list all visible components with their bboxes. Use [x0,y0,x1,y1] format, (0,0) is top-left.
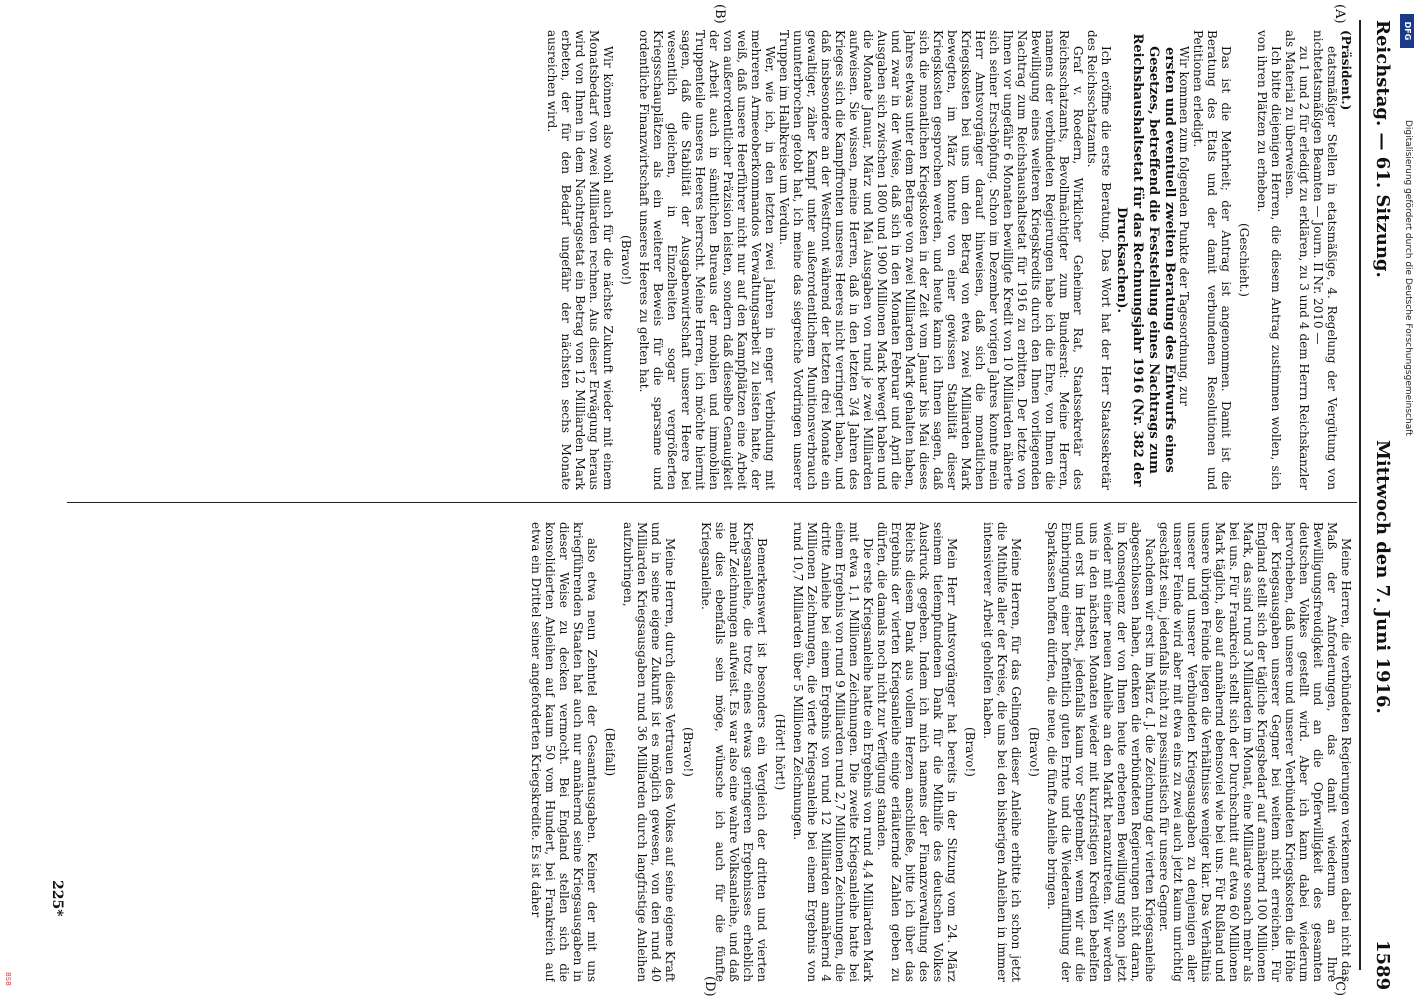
paragraph: Meine Herren, für das Gelingen dieser Anleihe erbitte ich schon jetzt die Mithilfe aller der Kreise, die uns bei den bisherigen Anleihen in immer intensiverer Arbeit geholfen haben. [981,522,1023,982]
interjection: (Geschieht.) [1237,223,1251,297]
interjection: (Hört! hört!) [773,713,787,791]
paragraph: Nachdem wir erst im März d. J. die Zeichnung der vierten Kriegsanleihe abgeschlossen haben, denken die verbündeten Regierungen nicht daran, in Konsequenz der von Ihnen heute erbetenen Bewilligung schon jetzt wieder mit einer neuen Anleihe an den Markt heranzutreten. Wir werden uns in den nächsten Monaten wieder mit kurzfristigen Krediten behelfen und erst im Herbst, jedenfalls kaum vor September, wenn wir auf die Einbringung einer hoffentlich guten Ernte und die Wiederauffüllung der Sparkassen hoffen dürfen, die neue, die fünfte Anleihe bringen. [1045,522,1157,982]
paragraph: Wir können also wohl auch für die nächste Zukunft wieder mit einem Monatsbedarf von zwei Milliarden rechnen. Aus dieser Erwägung heraus wird von Ihnen in dem Nachtragsetat ein Betrag von 12 Milliarden Mark erbeten, der für den Bedarf ungefähr der nächsten sechs Monate ausreichen wird. [545,30,615,490]
margin-marker-a: (A) [1332,4,1347,24]
digitization-note [1399,120,1415,880]
interjection: (Bravo!) [681,727,695,777]
interjection: (Bravo!) [963,727,977,777]
text-column-right [73,522,1353,982]
digitization-note-text: Digitalisierung gefördert durch die Deutsche Forschungsgemeinschaft [1403,120,1413,436]
margin-marker-d: (D) [702,976,717,997]
paragraph: Bemerkenswert ist besonders ein Vergleich der dritten und vierten Kriegsanleihe, die trotz eines etwas geringeren Ergebnisses erheblich mehr Zeichnungen aufweist. Es war also eine wahre Volksanleihe, und daß sie dies ebenfalls sein möge, wünsche ich auch für die fünfte Kriegsanleihe. [699,522,769,982]
paragraph: Ich bitte diejenigen Herren, die diesem Antrag zustimmen wollen, sich von ihren Plätzen zu erheben. [1255,30,1283,490]
margin-marker-b: (B) [712,4,727,24]
paragraph: Ich eröffne die erste Beratung. Das Wort hat der Herr Staatssekretär des Reichsschatzamts. [1085,30,1113,490]
column-divider [67,502,1357,503]
interjection: (Bravo!) [1027,727,1041,777]
paragraph: Wir kommen zum folgenden Punkte der Tagesordnung, zur [1177,46,1191,406]
interjection: (Bravo!) [619,235,633,285]
interjection: (Beifall) [603,727,617,777]
library-stamp-text: BSB [4,972,12,986]
running-header-date: Mittwoch den 7. Juni 1916. [1372,440,1393,714]
paragraph: Meine Herren, durch dieses Vertrauen des Volkes auf seine eigene Kraft und in seine eigene Zukunft ist es möglich gewesen, von den rund 40 Milliarden Kriegsausgaben rund 36 Milliarden durch langfristige Anleihen aufzubringen, [621,522,677,982]
agenda-item-title: ersten und eventuell zweiten Beratung des Entwurfs eines Gesetzes, betreffend die Feststellung eines Nachtrags zum Reichshaushaltsetat für das Rechnungsjahr 1916 (Nr. 382 der Drucksachen). [1114,33,1177,487]
dfg-logo-icon [1400,14,1414,48]
margin-marker-c: (C) [1332,976,1347,997]
paragraph: Meine Herren, die verbündeten Regierungen verkennen dabei nicht das Maß der Anforderungen, das damit wiederum an Ihre Bewilligungsfreudigkeit und an die Opferwilligkeit des gesamten deutschen Volkes gestellt wird. Aber ich kann dabei wiederum hervorheben, daß unsere und unserer Verbündeten Kriegskosten die Höhe der Kriegsausgaben unserer Gegner bei weitem nicht erreichen. Für England stellt sich der tägliche Kriegsbedarf auf annähernd 100 Millionen Mark, das sind rund 3 Milliarden im Monat, eine Milliarde sonach mehr als bei uns. Für Frankreich stellt sich der Durchschnitt auf etwa 60 Millionen Mark täglich, also auf annähernd ebensoviel wie bei uns. Für Rußland und unsere übrigen Feinde liegen die Verhältnisse weniger klar. Das Verhältnis unserer und unserer Verbündeten Kriegsausgaben zu denjenigen aller unserer Feinde wird aber mit etwa eins zu zwei auch jetzt kaum unrichtig geschätzt sein, jedenfalls nicht zu pessimistisch für unsere Gegner. [1157,522,1353,982]
paragraph: Graf v. Roedern, Wirklicher Geheimer Rat, Staatssekretär des Reichsschatzamts, Bevollmächtigter zum Bundesrat: Meine Herren, namens der verbündeten Regierungen habe ich die Ehre, von Ihnen die Bewilligung eines weiteren Kriegskredits durch den Ihnen vorliegenden Nachtrag zum Reichshaushaltsetat für 1916 zu erbitten. Der letzte von Ihnen vor ungefähr 6 Monaten bewilligte Kredit von 10 Milliarden näherte sich seiner Erschöpfung. Schon im Dezember vorigen Jahres konnte mein Herr Amtsvorgänger darauf hinweisen, daß sich die monatlichen Kriegskosten bei uns um den Betrag von etwa zwei Milliarden Mark bewegten, im März konnte von einer gewissen Stabilität dieser Kriegskosten gesprochen werden, und heute kann ich Ihnen sagen, daß sich die monatlichen Kriegskosten in der Zeit vom Januar bis Mai dieses Jahres etwas unter dem Betrage von zwei Milliarden Mark gehalten haben, und zwar in der Weise, daß sich in den Monaten Februar und April die Ausgaben sich zwischen 1800 und 1900 Millionen Mark bewegt haben und die Monate Januar, März und Mai Ausgaben von rund je zwei Milliarden aufweisen. Sie wissen, meine Herren, daß in den letzten 3/4 Jahren des Krieges sich die Kampffronten unseres Heeres nicht verringert haben, und daß insbesondere an der Westfront während der letzten drei Monate ein gewaltiger, zäher Kampf unter außerordentlichem Munitionsverbrauch ununterbrochen getobt hat, ich meine das siegreiche Vordringen unserer Truppen im Halbkreise um Verdun. [777,30,1085,490]
text-column-left [73,30,1353,490]
header-rule [1359,20,1361,970]
library-stamp [2,972,12,996]
paragraph: zu 1 und 2 für erledigt zu erklären, zu 3 und 4 dem Herrn Reichskanzler als Material zu überweisen. [1283,30,1311,490]
paragraph: etatsmäßiger Stellen in etatsmäßige, 4. Regelung der Vergütung von nichtetatsmäßigen Beamten — Journ. II Nr. 2010 — [1311,30,1339,490]
paragraph: Wer, wie ich, in den letzten zwei Jahren in enger Verbindung mit mehreren Armeeoberkommandos Verwaltungsarbeit zu leisten hatte, der weiß, daß unsere Heerführer nicht nur auf den Kampfplätzen eine Arbeit von außerordentlicher Präzision leisten, sondern daß dieselbe Genauigkeit der Arbeit auch in sämtlichen Bureaus der mobilen und immobilen Truppenteile unseres Heeres herrscht. Meine Herren, ich möchte hiermit sagen, daß die Stabilität der Ausgabenwirtschaft unserer Heere bei wesentlich gleichen, in Einzelheiten sogar vergrößerten Kriegsschauplätzen als ein weiterer Beweis für die sparsame und ordentliche Finanzwirtschaft unseres Heeres zu gelten hat. [637,30,777,490]
running-header-left: Reichstag. — 61. Sitzung. [1372,20,1393,278]
paragraph: Das ist die Mehrheit; der Antrag ist angenommen. Damit ist die Beratung des Etats und der damit verbundenen Resolutionen und Petitionen erledigt. [1191,30,1233,490]
signature-mark: 225* [49,880,65,917]
dfg-logo-text: DFG [1403,21,1412,41]
paragraph: Mein Herr Amtsvorgänger hat bereits in der Sitzung vom 24. März seinem tiefempfundenen Dank für die Mithilfe des deutschen Volkes Ausdruck gegeben. Indem ich mich namens der Finanzverwaltung des Reichs diesem Dank aus vollem Herzen anschließe, bitte ich über das Ergebnis der vierten Kriegsanleihe einige erläuternde Zahlen geben zu dürfen, die damals noch nicht zur Verfügung standen. [875,522,959,982]
speaker-label: (Präsident.) [1339,30,1353,111]
page-number: 1589 [1372,940,1393,991]
paragraph: Die erste Kriegsanleihe hatte ein Ergebnis von rund 4,4 Milliarden Mark mit etwa 1,1 Millionen Zeichnungen. Die zweite Kriegsanleihe hatte bei einem Ergebnis von rund 9 Milliarden rund 2,7 Millionen Zeichnungen, die dritte Anleihe bei einem Ergebnis von rund 12 Milliarden annähernd 4 Millionen Zeichnungen, die vierte Kriegsanleihe bei einem Ergebnis von rund 10,7 Milliarden über 5 Millionen Zeichnungen. [791,522,875,982]
paragraph: also etwa neun Zehntel der Gesamtausgaben. Keiner der mit uns kriegführenden Staaten hat auch nur annähernd seine Kriegsausgaben in dieser Weise zu decken vermocht. Bei England stellen sich die konsolidierten Anleihen auf kaum 50 vom Hundert, bei Frankreich auf etwa ein Drittel seiner angeforderten Kriegskredite. Es ist daher [529,522,599,982]
